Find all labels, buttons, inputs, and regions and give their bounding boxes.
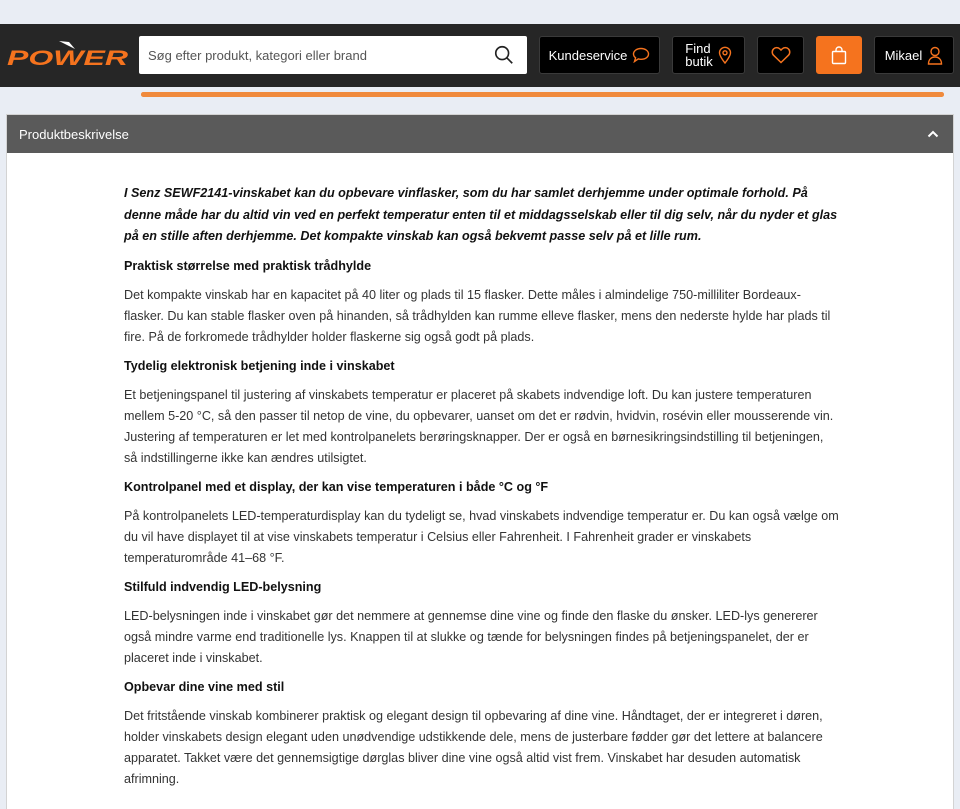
description-content — [124, 183, 840, 790]
customer-service-label: Kundeservice — [548, 47, 628, 63]
chat-bubble-icon — [632, 47, 650, 63]
user-name: Mikael — [884, 47, 923, 63]
section-heading: Opbevar dine vine med stil — [124, 679, 285, 694]
section-heading: Tydelig elektronisk betjening inde i vinskabet — [124, 358, 395, 373]
user-icon — [927, 46, 943, 65]
section-body: Det kompakte vinskab har en kapacitet på 40 liter og plads til 15 flasker. Dette måles i almindelige 750-milliliter Bordeaux-flasker. Du kan stable flasker oven på hinanden, så trådhylden kan rumme elleve flasker, mens den nederste hylde har plads til fire. På de forkromede trådhylder holder flaskerne sig også godt på plads. — [124, 287, 831, 344]
section-heading: Praktisk størrelse med praktisk trådhylde — [124, 258, 372, 273]
heart-icon — [771, 46, 791, 64]
section-body: På kontrolpanelets LED-temperaturdisplay kan du tydeligt se, hvad vinskabets indvendige temperatur er. Du kan også vælge om du vil have displayet til at vise vinskabets temperatur i Celsius eller Fahrenheit. I Fahrenheit grader er vinskabets temperaturområde 41–68 °F. — [124, 508, 839, 565]
product-description-header[interactable] — [7, 115, 953, 153]
section-heading: Stilfuld indvendig LED-belysning — [124, 579, 322, 594]
page-progress-fill — [141, 92, 944, 97]
page-progress-bar — [141, 92, 944, 97]
panel-title: Produktbeskrivelse — [19, 126, 129, 142]
chevron-up-icon[interactable] — [925, 126, 941, 142]
section-heading: Kontrolpanel med et display, der kan vise temperaturen i både °C og °F — [124, 479, 549, 494]
customer-service-button[interactable] — [539, 36, 660, 74]
section-body: Det fritstående vinskab kombinerer praktisk og elegant design til opbevaring af dine vine. Håndtaget, der er integreret i døren, holder vinskabets design elegant uden unødvendige udstikkende dele, mens de justerbare fødder gør det lettere at balancere apparatet. Takket være det gennemsigtige dørglas bliver dine vine også altid vist frem. Vinskabet har desuden automatisk afrimning. — [124, 708, 823, 786]
site-header — [0, 24, 960, 87]
search-bar — [139, 36, 527, 74]
cart-button[interactable] — [816, 36, 862, 74]
search-input[interactable] — [139, 36, 479, 74]
wishlist-button[interactable] — [757, 36, 804, 74]
section-body: LED-belysningen inde i vinskabet gør det nemmere at gennemse dine vine og finde den flaske du ønsker. LED-lys genererer også mindre varme end traditionelle lys. Knappen til at slukke og tænde for belysningen findes på betjeningspanelet, der er placeret inde i vinskabet. — [124, 608, 818, 665]
find-store-button[interactable] — [672, 36, 745, 74]
search-icon[interactable] — [493, 44, 515, 66]
browser-top-strip — [0, 0, 960, 24]
intro-paragraph: I Senz SEWF2141-vinskabet kan du opbevare vinflasker, som du har samlet derhjemme under optimale forhold. På denne måde har du altid vin ved en perfekt temperatur enten til et middagsselskab eller til dig selv, når du nyder et glas på en stille aften derhjemme. Det kompakte vinskab kan også bekvemt passe selv på et lille rum. — [124, 186, 838, 243]
shopping-bag-icon — [831, 46, 847, 65]
product-description-panel — [6, 114, 954, 809]
find-store-label — [685, 42, 712, 68]
user-account-button[interactable] — [874, 36, 954, 74]
power-logo[interactable] — [7, 36, 129, 72]
find-store-line2: butik — [685, 54, 713, 69]
section-body: Et betjeningspanel til justering af vinskabets temperatur er placeret på skabets indvendige loft. Du kan justere temperaturen mellem 5-20 °C, så den passer til netop de vine, du opbevarer, uanset om det er rødvin, hvidvin, rosévin eller mousserende vin. Justering af temperaturen er let med kontrolpanelets berøringsknapper. Der er også en børnesikringsindstilling til betjeningen, så indstillingerne ikke kan ændres utilsigtet. — [124, 387, 834, 465]
logo-text: POWER — [7, 47, 129, 70]
location-pin-icon — [718, 46, 732, 64]
find-store-line1: Find — [685, 41, 711, 56]
